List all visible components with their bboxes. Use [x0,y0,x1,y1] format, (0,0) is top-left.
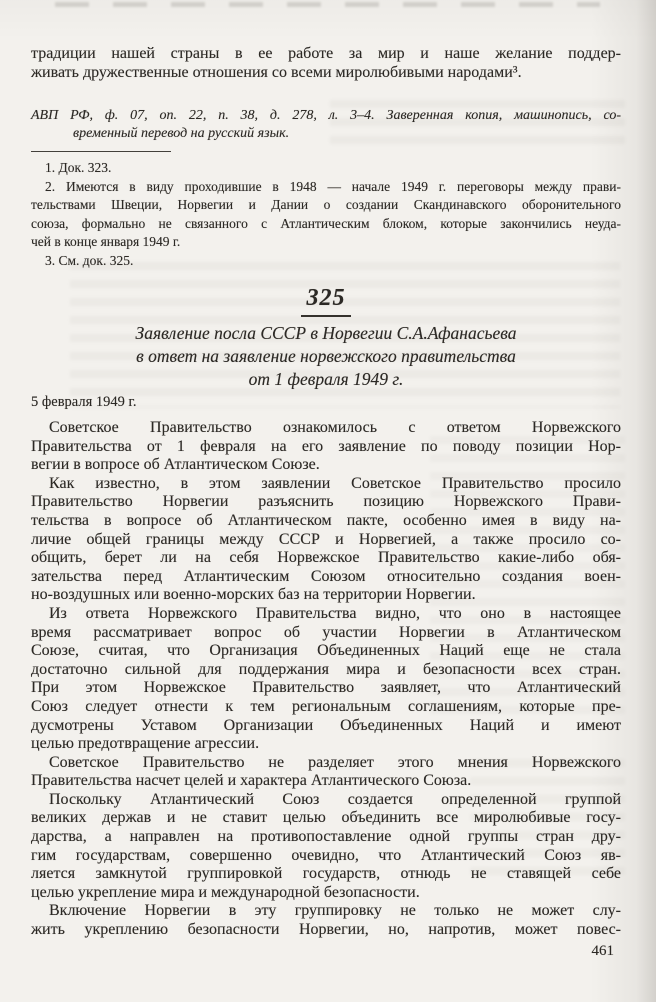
text-line: целью укрепление мира и международной безопасности. [31,883,420,901]
text-line: ляется замкнутой группировкой государств, отнюдь не ставящей себе [31,865,621,883]
text-line: общить, берет ли на себя Норвежское Правительство какие-либо обя- [31,549,621,567]
text-line: Из ответа Норвежского Правительства видно, что оно в настоящее [49,604,621,622]
text-line: личие общей границы между СССР и Норвегией, а также просило со- [31,530,621,548]
body-paragraph [31,754,621,791]
footnote-item [31,159,621,178]
text-line: достаточно сильной для поддержания мира и безопасности всех стран. [31,660,621,678]
text-line: традиции нашей страны в ее работе за мир и наше желание поддер- [31,45,621,62]
text-line: Советское Правительство ознакомилось с ответом Норвежского [49,419,621,436]
text-line: от 1 февраля 1949 г. [248,369,404,389]
text-line: время рассматривает вопрос об участии Норвегии в Атлантическом [31,623,621,641]
body-paragraph [31,475,621,605]
text-line: Правительство Норвегии разъяснить позицию Норвежского Прави- [31,493,621,511]
text-line: АВП РФ, ф. 07, оп. 22, п. 38, д. 278, л. 3–4. Заверенная копия, машинопись, со- [31,108,621,123]
text-line: тельствами Швеции, Норвегии и Дании о создании Скандинавского оборонительного [31,197,621,212]
text-line: тельства в вопросе об Атлантическом пакте, особенно имея в виду на- [31,511,621,529]
text-line: Правительства насчет целей и характера Атлантического Союза. [31,772,472,790]
text-line: Правительства от 1 февраля на его заявление по поводу позиции Нор- [31,437,621,455]
text-column [31,0,621,940]
body-paragraph [31,605,621,754]
continuation-paragraph [31,44,621,82]
text-line: целью предотвращение агрессии. [31,735,260,753]
text-line: гим государствам, совершенно очевидно, что Атлантический Союз яв- [31,846,621,864]
text-line: Заявление посла СССР в Норвегии С.А.Афанасьева [135,323,517,343]
text-line: зательства перед Атлантическим Союзом относительно создания воен- [31,567,621,585]
text-line: 3. См. док. 325. [45,252,134,268]
body-paragraph [31,902,621,939]
body-paragraph [31,791,621,903]
document-number: 325 [306,285,346,311]
footnote-item [31,252,621,271]
text-line: вегии в вопросе об Атлантическом Союзе. [31,456,320,474]
footnotes [31,159,621,270]
document-date: 5 февраля 1949 г. [31,394,137,410]
body-paragraph [31,419,621,475]
document-body [31,419,621,940]
text-line: союза, формально не связанного с Атлантическим блоком, которые закончились неуда- [31,215,621,231]
text-line: чей в конце января 1949 г. [31,234,181,249]
text-line: 1. Док. 323. [45,160,112,175]
archival-reference [31,107,621,143]
text-line: Поскольку Атлантический Союз создается определенной группой [49,790,621,808]
text-line: жить укреплению безопасности Норвегии, но, напротив, может повес- [31,921,621,939]
text-line: великих держав и не ставит целью объединить все миролюбивые госу- [31,809,621,827]
document-number-underline [301,315,351,317]
text-line: Советское Правительство не разделяет этого мнения Норвежского [49,753,621,771]
text-line: временный перевод на русский язык. [73,126,290,141]
footnote-item [31,178,621,252]
text-line: в ответ на заявление норвежского правительства [136,346,516,366]
text-line: Как известно, в этом заявлении Советское Правительство просило [49,474,621,492]
text-line: Включение Норвегии в эту группировку не только не может слу- [49,902,621,920]
text-line: дарства, а направлен на противопоставление одной группы стран дру- [31,828,621,846]
text-line: 2. Имеются в виду проходившие в 1948 — начале 1949 г. переговоры между прави- [45,178,621,194]
document-title [31,322,621,391]
footnote-separator [31,151,171,152]
page-number: 461 [591,943,614,959]
text-line: Союз следует отнести к тем региональным соглашениям, которые пре- [31,697,621,715]
text-line: При этом Норвежское Правительство заявляет, что Атлантический [31,679,621,697]
text-line: но-воздушных или военно-морских баз на территории Норвегии. [31,586,476,604]
document-number-block [31,283,621,317]
text-line: Союзе, считая, что Организация Объединенных Наций еще не стала [31,642,621,660]
text-line: живать дружественные отношения со всеми миролюбивыми народами³. [31,64,522,81]
text-line: дусмотрены Уставом Организации Объединенных Наций и имеют [31,716,621,734]
